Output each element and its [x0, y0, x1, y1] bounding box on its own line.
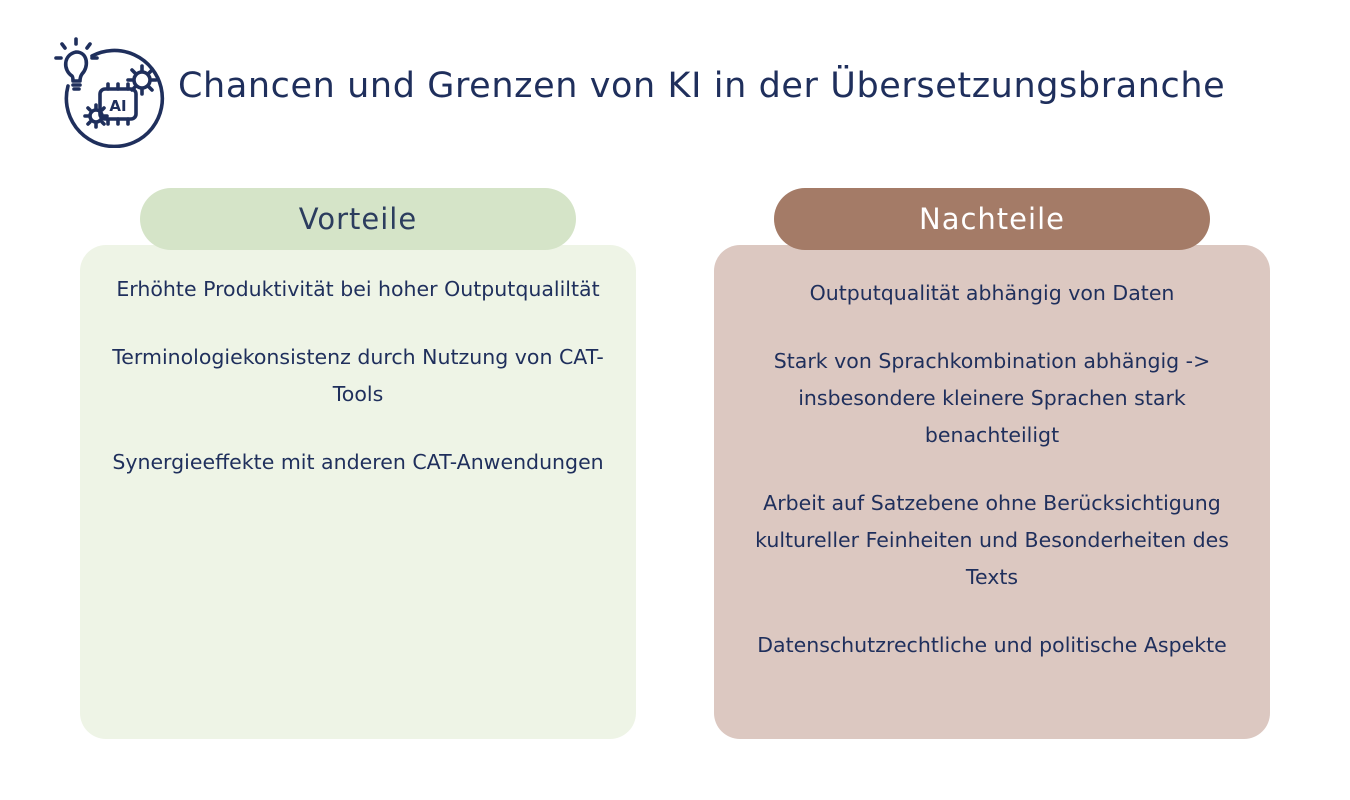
advantage-item: Terminologiekonsistenz durch Nutzung von CAT-Tools	[112, 345, 604, 406]
ai-lightbulb-gear-icon	[52, 36, 166, 148]
disadvantages-list	[736, 275, 1248, 664]
advantages-column	[80, 188, 636, 740]
header	[52, 36, 1312, 148]
disadvantages-column	[714, 188, 1270, 740]
disadvantage-item: Datenschutzrechtliche und politische Aspekte	[757, 633, 1227, 657]
advantage-item: Erhöhte Produktivität bei hoher Outputqualiltät	[116, 277, 600, 301]
logo-text: AI	[109, 97, 127, 115]
advantage-item: Synergieeffekte mit anderen CAT-Anwendungen	[112, 450, 604, 474]
disadvantage-item: Stark von Sprachkombination abhängig -> insbesondere kleinere Sprachen stark benachteiligt	[773, 349, 1211, 447]
advantages-list	[102, 271, 614, 481]
disadvantage-item: Arbeit auf Satzebene ohne Berücksichtigung kultureller Feinheiten und Besonderheiten des Texts	[755, 491, 1229, 589]
advantages-panel	[80, 245, 636, 739]
disadvantages-panel	[714, 245, 1270, 739]
disadvantage-item: Outputqualität abhängig von Daten	[809, 281, 1175, 305]
advantages-heading: Vorteile	[140, 188, 576, 250]
disadvantages-heading: Nachteile	[774, 188, 1210, 250]
page-title: Chancen und Grenzen von KI in der Übersetzungsbranche	[178, 66, 1226, 106]
